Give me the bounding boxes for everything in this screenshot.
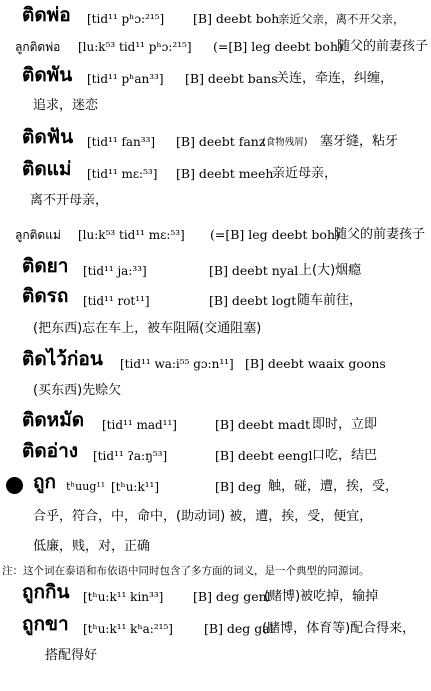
sub-entry-prefix: ลูกติดพ่อ	[15, 40, 61, 54]
entry-gloss-continued: 合乎，符合，中，命中，(助动词) 被，遭，挨，受，便宜，	[33, 509, 373, 524]
sub-entry-ipa: [lu:k⁵³ tid¹¹ pʰɔ:²¹⁵]	[78, 40, 192, 54]
entry-gloss: 塞牙缝，粘牙	[320, 134, 399, 149]
entry-thai-headword-tidmat: ติดหมัด	[22, 409, 85, 431]
sub-entry-bouyei: (=[B] leg deebt boh)	[210, 227, 340, 242]
entry-thai-headword-tidpho: ติดพ่อ	[22, 4, 71, 26]
sub-entry-bouyei: (=[B] leg deebt boh)	[213, 39, 343, 54]
entry-gloss-continued: (买东西)先赊欠	[33, 383, 122, 398]
sub-entry-gloss: 随父的前妻孩子	[334, 227, 426, 242]
entry-ipa: [tid¹¹ ʔa:ŋ⁵³]	[93, 449, 168, 463]
footnote: 注：这个词在泰语和布依语中同时包含了多方面的词义，是一个典型的同源词。	[2, 565, 370, 577]
entry-gloss: 随车前往，	[297, 293, 363, 308]
entry-thai-headword-tidfan: ติดฟัน	[22, 126, 74, 148]
entry-bouyei: [B] deebt eengl	[215, 448, 313, 463]
entry-bouyei: [B] deebt nyal	[209, 263, 299, 278]
entry-gloss: 上(大)烟瘾	[299, 263, 362, 278]
entry-bouyei: [B] deg gal	[204, 621, 274, 636]
entry-ipa: [tʰu:k¹¹]	[111, 480, 160, 494]
entry-ipa: [tid¹¹ pʰan³³]	[87, 72, 164, 86]
entry-thai-headword-thuk: ถูก	[33, 471, 57, 493]
entry-ipa: [tʰu:k¹¹ kin³³]	[83, 590, 164, 604]
entry-ipa: [tid¹¹ rot¹¹]	[83, 294, 150, 308]
entry-ipa: [tid¹¹ mɛ:⁵³]	[87, 167, 158, 181]
entry-gloss-continued: 离不开母亲，	[30, 193, 109, 208]
entry-gloss: 口吃，结巴	[312, 448, 378, 463]
entry-gloss-note: (食物残屑)	[262, 137, 308, 148]
entry-bouyei: [B] deebt boh	[193, 11, 280, 26]
entry-gloss-continued: 追求，迷恋	[33, 98, 99, 113]
entry-thai-headword-tidmae: ติดแม่	[22, 158, 72, 180]
entry-ipa: [tid¹¹ pʰɔ:²¹⁵]	[87, 12, 165, 26]
entry-gloss: 亲近母亲，	[272, 166, 338, 181]
entry-gloss-continued-2: 低廉，贱，对，正确	[33, 539, 151, 554]
bullet-marker	[6, 477, 23, 494]
entry-thai-headword-tidang: ติดอ่าง	[22, 440, 79, 462]
entry-gloss: (赌博，体育等)配合得来，	[262, 621, 416, 636]
entry-gloss: (赌博)被吃掉，输掉	[264, 589, 379, 604]
entry-bouyei: [B] deebt waaix goons	[245, 356, 386, 371]
entry-ipa: [tid¹¹ fan³³]	[87, 135, 156, 149]
entry-gloss-continued: (把东西)忘在车上，被车阻隔(交通阻塞)	[33, 321, 262, 336]
sub-entry-gloss: 随父的前妻孩子	[337, 39, 429, 54]
sub-entry-prefix: ลูกติดแม่	[15, 228, 61, 242]
entry-bouyei: [B] deebt madt	[215, 417, 311, 432]
entry-bouyei: [B] deebt meeh	[176, 166, 274, 181]
entry-thai-headword-tidya: ติดยา	[22, 255, 69, 277]
entry-gloss: 触，碰，遭，挨，受，	[268, 479, 399, 494]
entry-gloss: 即时，立即	[312, 417, 378, 432]
entry-gloss: 亲近父亲，离不开父亲，	[278, 12, 405, 26]
entry-bouyei: [B] deg	[215, 479, 262, 494]
entry-bouyei: [B] deebt logt	[209, 293, 297, 308]
entry-ipa-alt: tʰuug¹¹	[66, 480, 106, 493]
entry-gloss-continued: 搭配得好	[45, 648, 98, 663]
entry-gloss: 关连，牵连，纠缠，	[276, 71, 394, 86]
entry-ipa: [tid¹¹ wa:i⁵⁵ gɔ:n¹¹]	[120, 357, 234, 371]
entry-thai-headword-tidrot: ติดรถ	[22, 285, 69, 307]
entry-ipa: [tʰu:k¹¹ kʰa:²¹⁵]	[83, 622, 173, 636]
entry-thai-headword-tidwaikon: ติดไว้ก่อน	[22, 348, 103, 370]
sub-entry-ipa: [lu:k⁵³ tid¹¹ mɛ:⁵³]	[78, 228, 185, 242]
entry-ipa: [tid¹¹ ja:³³]	[83, 264, 147, 278]
entry-bouyei: [B] deg genl	[193, 589, 271, 604]
entry-ipa: [tid¹¹ mad¹¹]	[102, 418, 177, 432]
entry-thai-headword-thukkin: ถูกกิน	[22, 581, 70, 603]
entry-bouyei: [B] deebt bans	[185, 71, 278, 86]
entry-bouyei: [B] deebt fanz	[176, 134, 266, 149]
entry-thai-headword-tidphan: ติดพัน	[22, 64, 73, 86]
entry-thai-headword-thukkha: ถูกขา	[22, 613, 69, 635]
